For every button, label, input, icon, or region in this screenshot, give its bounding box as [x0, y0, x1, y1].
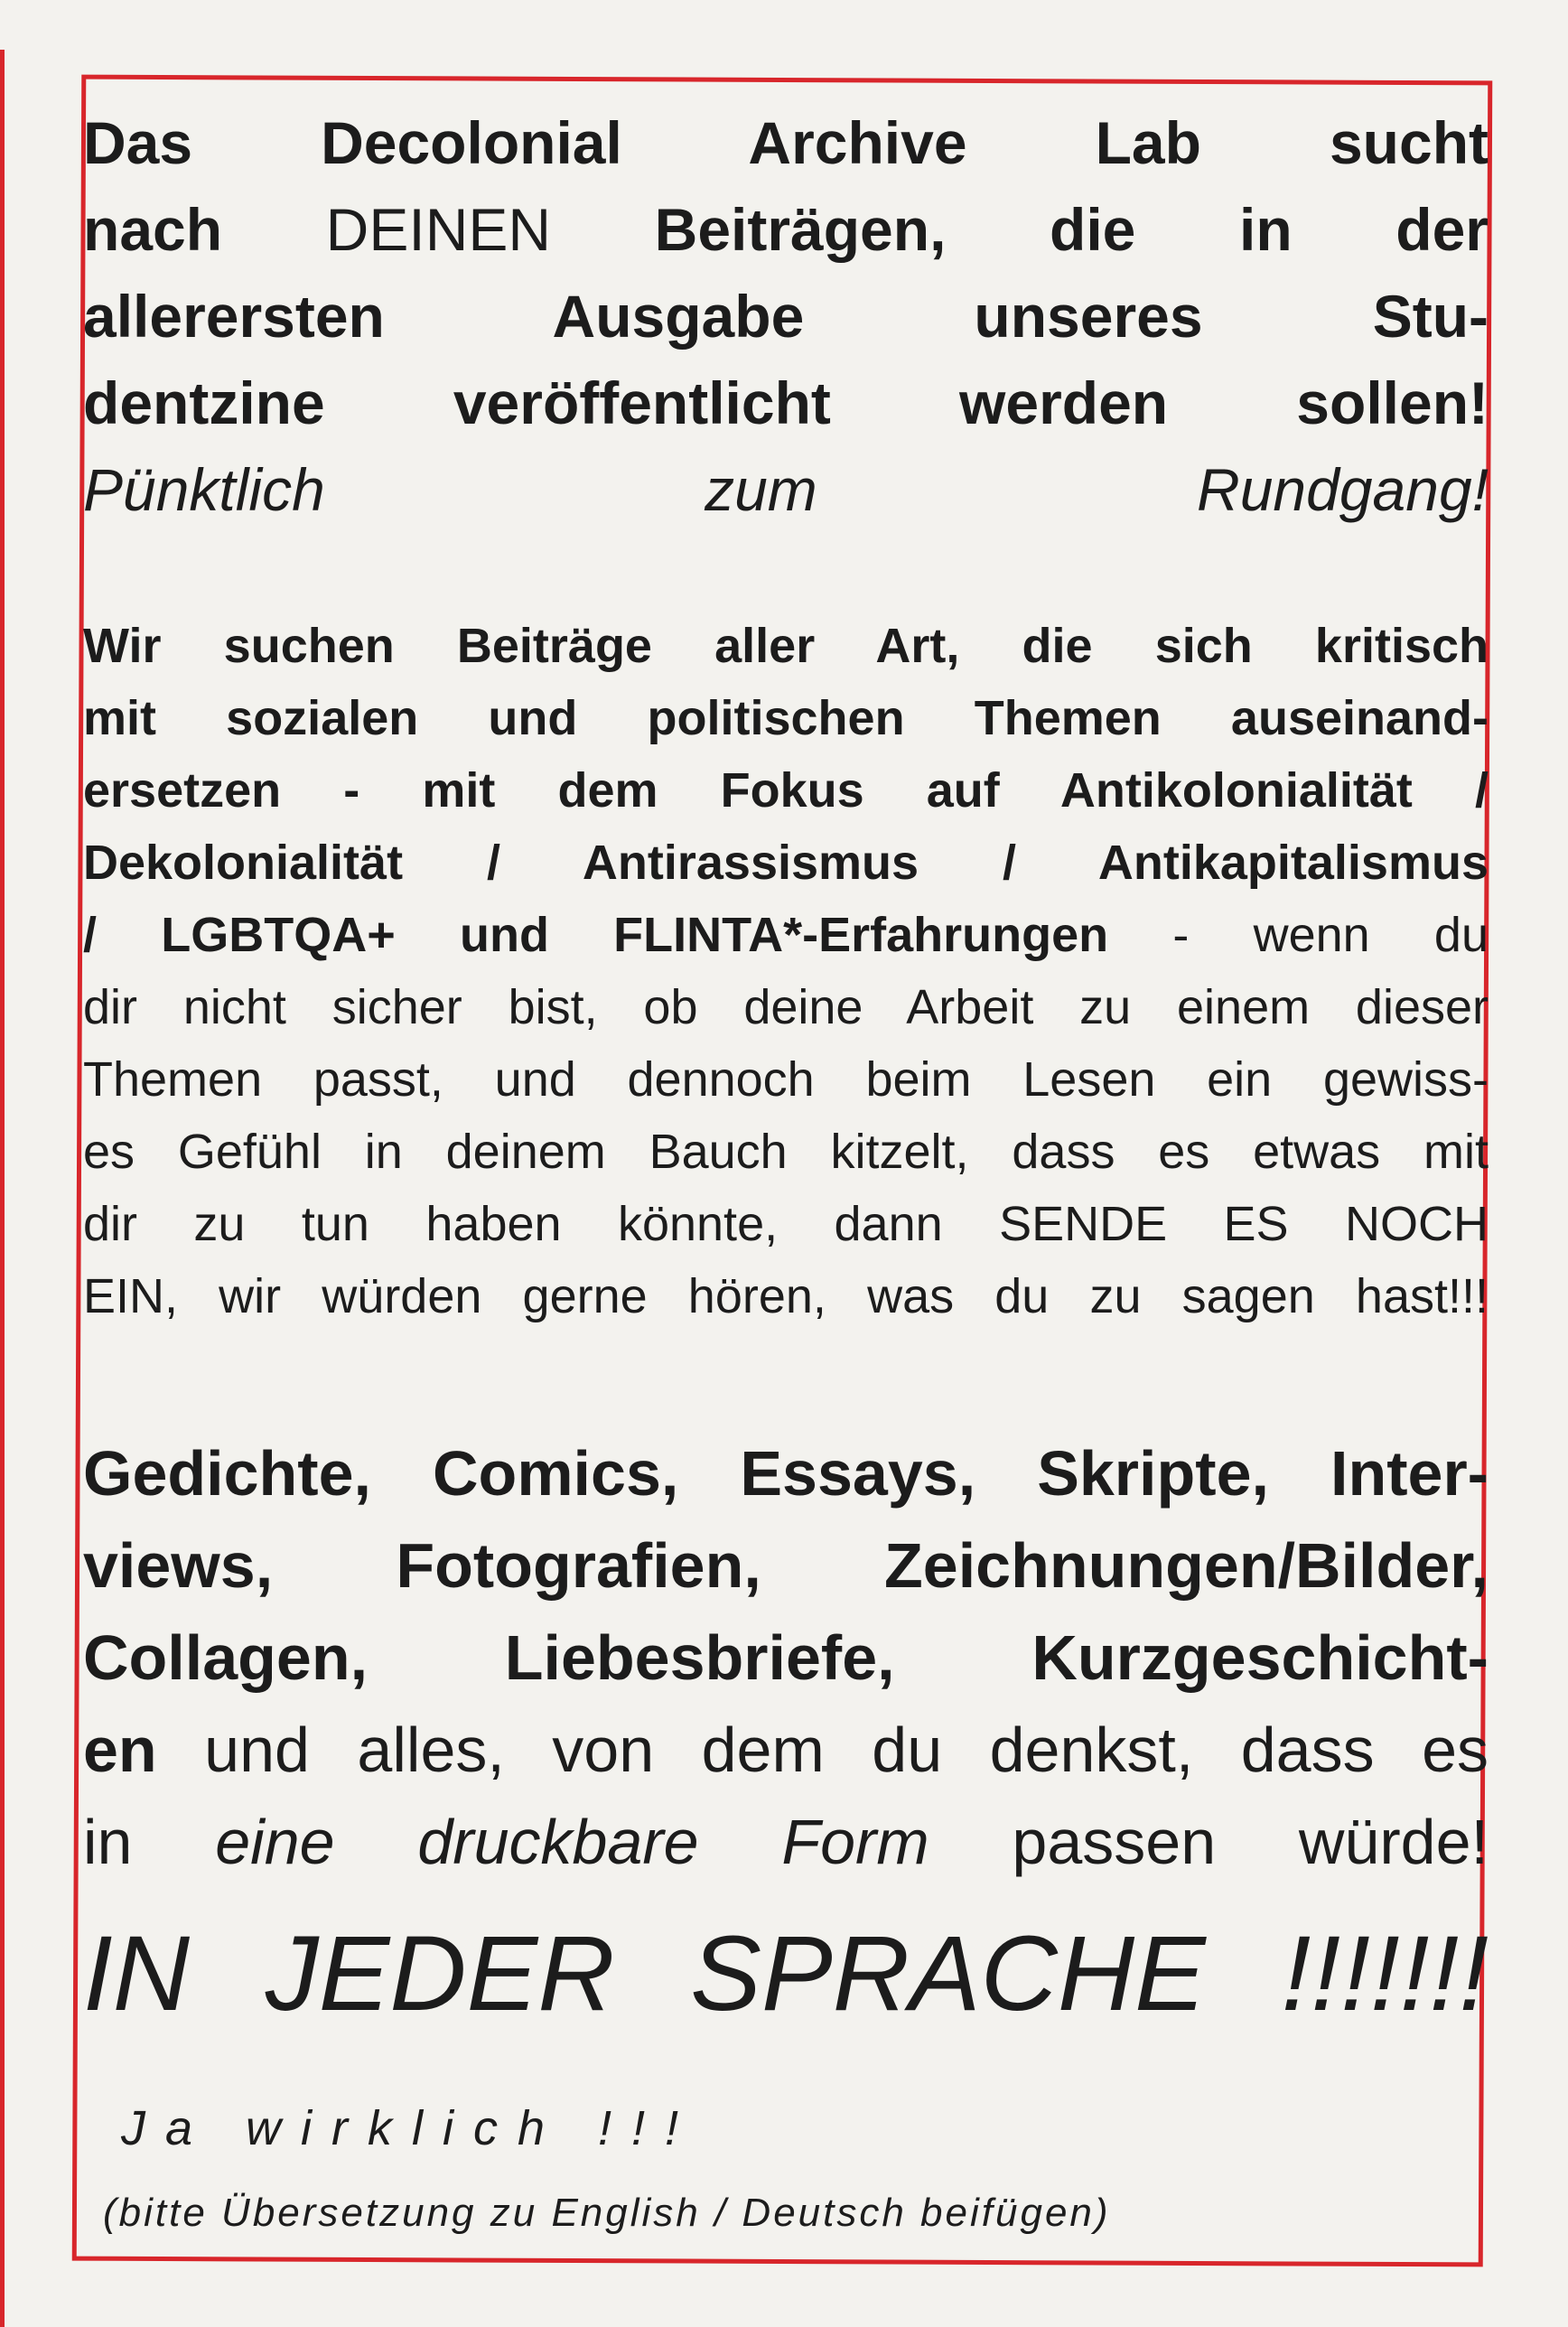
- intro-line-2-c: Beiträgen, die in der: [551, 196, 1489, 263]
- any-language-heading: IN JEDER SPRACHE !!!!!!!: [83, 1914, 1489, 2033]
- details-line-3: ersetzen - mit dem Fokus auf Antikolonialität /: [83, 763, 1489, 818]
- details-line-1: Wir suchen Beiträge aller Art, die sich kritisch: [83, 619, 1489, 673]
- details-line-5: [83, 899, 1489, 971]
- contribution-types-paragraph: [83, 1427, 1489, 1888]
- intro-line-2-a: nach: [83, 196, 326, 263]
- types-line-5-rest: passen würde!: [929, 1807, 1489, 1877]
- details-line-6: dir nicht sicher bist, ob deine Arbeit zu einem dieser: [83, 980, 1489, 1034]
- details-line-8: es Gefühl in deinem Bauch kitzelt, dass es etwas mit: [83, 1125, 1489, 1179]
- intro-line-3: allerersten Ausgabe unseres Stu-: [83, 283, 1489, 350]
- page-edge-line: [0, 50, 5, 2327]
- types-line-5: [83, 1796, 1489, 1888]
- types-line-4-rest: und alles, von dem du denkst, dass es: [156, 1715, 1489, 1785]
- intro-line-2-deinen: DEINEN: [325, 196, 552, 263]
- details-line-5-bold: / LGBTQA+ und FLINTA*-Erfahrungen: [83, 908, 1109, 962]
- details-paragraph: [83, 610, 1489, 1332]
- intro-line-5: Pünktlich zum Rundgang!: [83, 456, 1489, 523]
- types-line-5-in: in: [83, 1807, 216, 1877]
- types-line-5-italic: eine druckbare Form: [215, 1807, 929, 1877]
- types-line-4: [83, 1704, 1489, 1796]
- details-line-2: mit sozialen und politischen Themen auseinand-: [83, 691, 1489, 745]
- intro-paragraph: [83, 99, 1489, 533]
- intro-line-4: dentzine veröffentlicht werden sollen!: [83, 369, 1489, 436]
- flyer-content: [83, 99, 1489, 2258]
- intro-line-2: [83, 186, 1489, 273]
- details-line-7: Themen passt, und dennoch beim Lesen ein gewiss-: [83, 1052, 1489, 1107]
- types-line-2: views, Fotografien, Zeichnungen/Bilder,: [83, 1530, 1489, 1601]
- intro-line-1: Das Decolonial Archive Lab sucht: [83, 109, 1489, 176]
- details-line-5-rest: - wenn du: [1108, 908, 1489, 962]
- really-line: Ja wirklich !!!: [121, 2101, 699, 2155]
- details-line-10: EIN, wir würden gerne hören, was du zu sagen hast!!!: [83, 1269, 1489, 1323]
- types-line-1: Gedichte, Comics, Essays, Skripte, Inter-: [83, 1438, 1489, 1509]
- types-line-3: Collagen, Liebesbriefe, Kurzgeschicht-: [83, 1622, 1489, 1693]
- details-line-9: dir zu tun haben könnte, dann SENDE ES NOCH: [83, 1197, 1489, 1251]
- translation-note: (bitte Übersetzung zu English / Deutsch beifügen): [103, 2191, 1111, 2235]
- types-line-4-en: en: [83, 1715, 157, 1785]
- details-line-4: Dekolonialität / Antirassismus / Antikapitalismus: [83, 836, 1489, 890]
